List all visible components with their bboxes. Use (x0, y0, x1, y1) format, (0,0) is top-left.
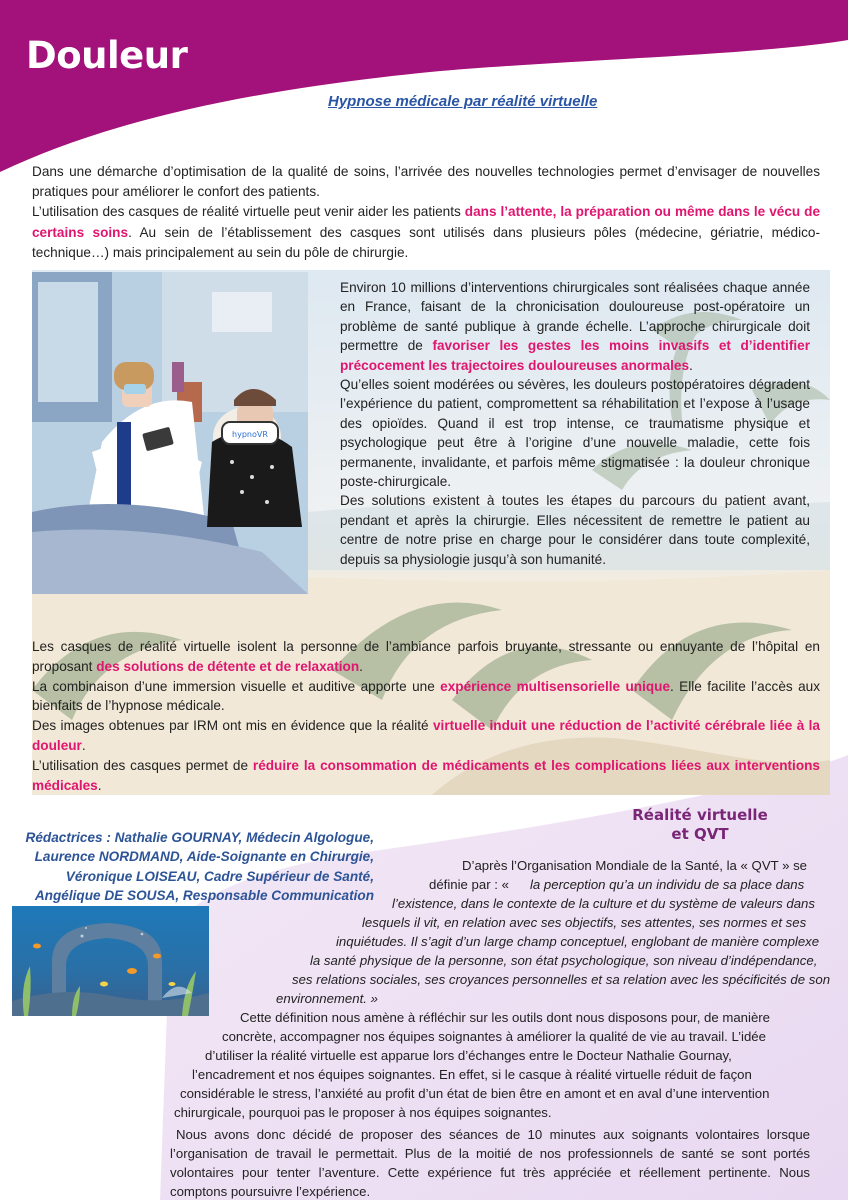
qvt-line: lesquels il vit, en relation avec ses objectifs, ses attentes, ses normes et ses (362, 915, 807, 930)
headset-label: hypnoVR (232, 430, 268, 439)
bottom-p1-text: Les casques de réalité virtuelle isolent la personne de l’ambiance parfois bruyante, stressante ou ennuyante de l’hôpital en proposant (32, 639, 820, 674)
bottom-p1-highlight: des solutions de détente et de relaxation (96, 658, 360, 674)
bottom-p3-text: Des images obtenues par IRM ont mis en évidence que la réalité (32, 718, 433, 734)
qvt-line: D’après l’Organisation Mondiale de la Santé, la « QVT » se (462, 858, 808, 873)
bottom-paragraph-4 (32, 756, 820, 796)
credit-line: Angélique DE SOUSA, Responsable Communication (34, 888, 374, 904)
bottom-block-text (32, 637, 820, 795)
qvt-line: inquiétudes. Il s’agit d’un large champ conceptuel, englobant de manière complexe (336, 934, 820, 949)
bottom-p3-highlight: virtuelle induit une réduction de l’activité cérébrale liée à la douleur (32, 718, 820, 753)
qvt-line: l’encadrement et nos équipes soignantes. En effet, si le casque à réalité virtuelle réduit de façon (192, 1067, 752, 1082)
right-p1-highlight: favoriser les gestes les moins invasifs et d’identifier précocement les trajectoires douloureuses anormales (340, 338, 810, 373)
bottom-paragraph-2 (32, 677, 820, 717)
qvt-line: ses relations sociales, ses croyances personnelles et sa relation avec les spécificités de son (292, 972, 831, 987)
bottom-p2-text-end: . Elle facilite l’accès aux bienfaits de l’hypnose médicale. (32, 678, 820, 714)
right-column-text (340, 278, 810, 569)
bottom-p2-text: La combinaison d’une immersion visuelle et auditive apporte une (32, 678, 441, 694)
bottom-paragraph-1 (32, 637, 820, 677)
qvt-title-line-2: et QVT (671, 825, 729, 843)
qvt-line: la santé physique de la personne, son état psychologique, son niveau d’indépendance, (310, 953, 818, 968)
bottom-p4-text-end: . (97, 777, 102, 793)
bottom-p1-text-end: . (359, 658, 363, 674)
article-subtitle: Hypnose médicale par réalité virtuelle (328, 93, 598, 110)
header-band (0, 0, 848, 175)
qvt-title (610, 806, 790, 844)
intro-p2-highlight: dans l’attente, la préparation ou même dans le vécu de certains soins (32, 204, 821, 240)
qvt-line: chirurgicale, pourquoi pas le proposer à nos équipes soignantes. (174, 1105, 552, 1120)
bottom-paragraph-3 (32, 716, 820, 756)
right-p1-text: Environ 10 millions d’interventions chirurgicales sont réalisées chaque année en France, faisant de la chronicisation douloureuse post-opératoire un problème de santé publique à grande échelle. L’approche chirurgicale doit permettre de (340, 280, 810, 354)
bottom-p3-text-end: . (81, 737, 86, 753)
credit-line: Rédactrices : Nathalie GOURNAY, Médecin Algologue, (25, 830, 374, 845)
intro-p2-text: L’utilisation des casques de réalité virtuelle peut venir aider les patients (32, 204, 465, 220)
qvt-line: la perception qu’a un individu de sa place dans (530, 877, 805, 892)
page-title: Douleur (26, 34, 188, 77)
hospital-vr-photo (32, 272, 308, 594)
qvt-final-paragraph: Nous avons donc décidé de proposer des séances de 10 minutes aux soignants volontaires lorsque l’organisation de travail le permettait. Plus de la moitié de nos professionnels de santé se sont portés volontaires pour tenter l’aventure. Cette expérience fut très appréciée et réellement pertinente. Nous comptons poursuivre l’expérience. (170, 1127, 810, 1199)
underwater-vr-image (12, 906, 209, 1016)
intro-paragraph-2 (32, 202, 820, 263)
intro-p2-text-end: . Au sein de l’établissement des casques sont utilisés dans plusieurs pôles (médecine, gériatrie, médico-technique…) mais principalement au sein du pôle de chirurgie. (32, 224, 821, 260)
qvt-line: environnement. » (276, 991, 378, 1006)
credit-line: Véronique LOISEAU, Cadre Supérieur de Santé, (65, 868, 374, 884)
intro-paragraph-1: Dans une démarche d’optimisation de la qualité de soins, l’arrivée des nouvelles technologies permet d’envisager de nouvelles pratiques pour améliorer le confort des patients. (32, 164, 820, 200)
qvt-line: d’utiliser la réalité virtuelle est apparue lors d’échanges entre le Docteur Nathalie Gournay, (205, 1048, 732, 1063)
right-paragraph-3: Des solutions existent à toutes les étapes du parcours du patient avant, pendant et après la chirurgie. Elles nécessitent de remettre le patient au centre de notre prise en charge pour le considérer dans toute complexité, depuis sa physiologie jusqu’à son humanité. (340, 493, 810, 567)
credits (20, 828, 374, 906)
qvt-line: concrète, accompagner nos équipes soignantes à améliorer la qualité de vie au travail. L’idée (222, 1029, 766, 1044)
bottom-p2-highlight: expérience multisensorielle unique (440, 678, 671, 694)
qvt-line: Cette définition nous amène à réfléchir sur les outils dont nous disposons pour, de manière (240, 1010, 771, 1025)
qvt-line: définie par : « (429, 877, 509, 892)
right-paragraph-2: Qu’elles soient modérées ou sévères, les douleurs postopératoires dégradent l’expérience du patient, compromettent sa réhabilitation et l’expose à l’usage des opioïdes. Quand il est trop intense, ce traumatisme physique et psychologique peut être à l’origine d’une nouvelle maladie, cette fois permanente, invalidante, et parfois même stigmatisée : la douleur chronique poste-chirurgicale. (340, 377, 810, 490)
qvt-line: l’existence, dans le contexte de la culture et du système de valeurs dans (392, 896, 815, 911)
right-paragraph-1 (340, 278, 810, 375)
bottom-p4-highlight: réduire la consommation de médicaments et les complications liées aux interventions médicales (32, 757, 820, 793)
intro-text (32, 162, 820, 263)
qvt-line: considérable le stress, l’anxiété au profit d’un état de bien être en amont et en aval d’une intervention (180, 1086, 770, 1101)
qvt-title-line-1: Réalité virtuelle (632, 806, 768, 824)
bottom-p4-text: L’utilisation des casques permet de (32, 757, 253, 773)
right-p1-text-end: . (689, 357, 693, 373)
credit-line: Laurence NORDMAND, Aide-Soignante en Chirurgie, (34, 849, 374, 865)
